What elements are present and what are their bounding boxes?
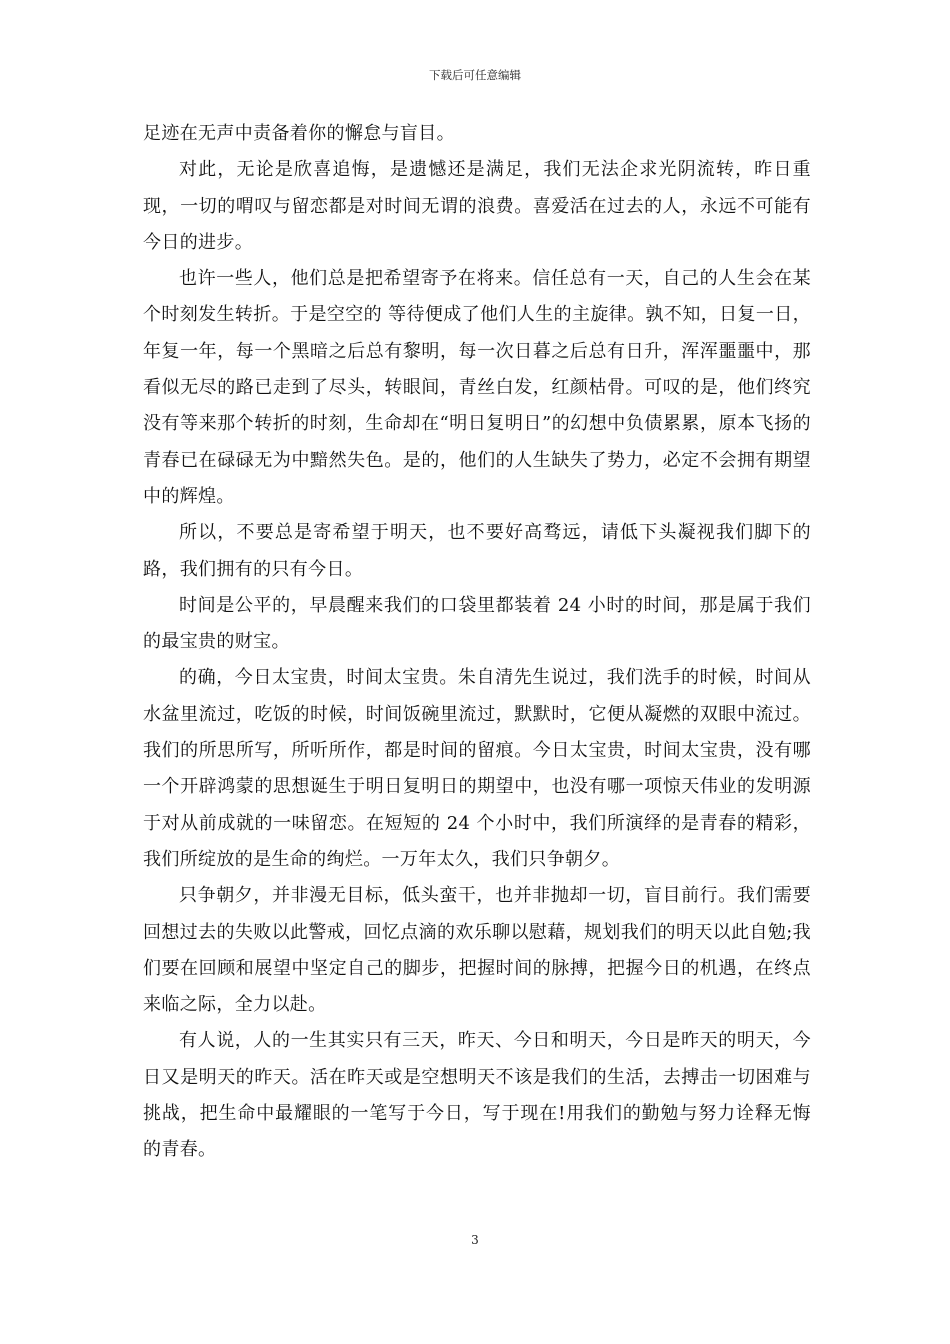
paragraph: 足迹在无声中责备着你的懈怠与盲目。: [143, 123, 455, 144]
paragraph: 有人说，人的一生其实只有三天，昨天、今日和明天，今日是昨天的明天，今日又是明天的昨天。活在昨天或是空想明天不该是我们的生活，去搏击一切困难与挑战，把生命中最耀眼的一笔写于今日，写于现在!用我们的勤勉与努力诠释无悔的青春。: [143, 1030, 811, 1161]
paragraph: 的确，今日太宝贵，时间太宝贵。朱自清先生说过，我们洗手的时候，时间从水盆里流过，吃饭的时候，时间饭碗里流过，默默时，它便从凝燃的双眼中流过。我们的所思所写，所听所作，都是时间的留痕。今日太宝贵，时间太宝贵，没有哪一个开辟鸿蒙的思想诞生于明日复明日的期望中，也没有哪一项惊天伟业的发明源于对从前成就的一味留恋。在短短的 24 个小时中，我们所演绎的是青春的精彩，我们所绽放的是生命的绚烂。一万年太久，我们只争朝夕。: [143, 667, 811, 870]
paragraph: 所以，不要总是寄希望于明天，也不要好高骛远，请低下头凝视我们脚下的路，我们拥有的只有今日。: [143, 522, 811, 580]
paragraph: 也许一些人，他们总是把希望寄予在将来。信任总有一天，自己的人生会在某个时刻发生转折。于是空空的 等待便成了他们人生的主旋律。孰不知，日复一日，年复一年，每一个黑暗之后总有黎明，每一次日暮之后总有日升，浑浑噩噩中，那看似无尽的路已走到了尽头，转眼间，青丝白发，红颜枯骨。可叹的是，他们终究没有等来那个转折的时刻，生命却在“明日复明日”的幻想中负债累累，原本飞扬的青春已在碌碌无为中黯然失色。是的，他们的人生缺失了势力，必定不会拥有期望中的辉煌。: [143, 268, 811, 507]
page-header: 下载后可任意编辑: [429, 68, 521, 82]
paragraph: 只争朝夕，并非漫无目标，低头蛮干，也并非抛却一切，盲目前行。我们需要回想过去的失败以此警戒，回忆点滴的欢乐聊以慰藉，规划我们的明天以此自勉;我们要在回顾和展望中坚定自己的脚步，把握时间的脉搏，把握今日的机遇，在终点来临之际，全力以赴。: [143, 885, 811, 1016]
paragraph: 时间是公平的，早晨醒来我们的口袋里都装着 24 小时的时间，那是属于我们的最宝贵的财宝。: [143, 594, 811, 653]
paragraph: 对此，无论是欣喜追悔，是遗憾还是满足，我们无法企求光阴流转，昨日重现，一切的喟叹与留恋都是对时间无谓的浪费。喜爱活在过去的人，永远不可能有今日的进步。: [143, 159, 811, 253]
page-number: 3: [471, 1233, 479, 1247]
body-text: [143, 116, 811, 1169]
